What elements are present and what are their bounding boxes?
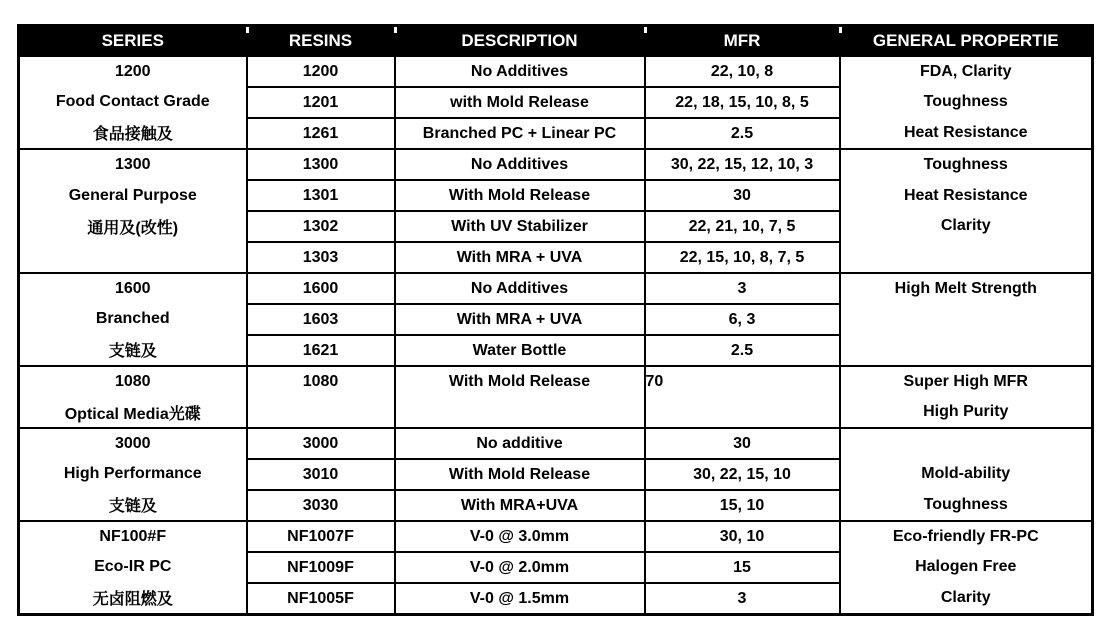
resin-cell: 1301 bbox=[247, 180, 395, 211]
description-cell: with Mold Release bbox=[395, 87, 645, 118]
mfr-cell bbox=[645, 366, 840, 428]
col-header-series: SERIES bbox=[19, 26, 247, 57]
resin-cell: 1302 bbox=[247, 211, 395, 242]
mfr-cell: 2.5 bbox=[645, 335, 840, 366]
mfr-cell: 30 bbox=[645, 428, 840, 459]
resin-cell: 1600 bbox=[247, 273, 395, 304]
resin-cell: 1303 bbox=[247, 242, 395, 273]
description-cell: With MRA + UVA bbox=[395, 304, 645, 335]
series-cell-line: 3000 bbox=[114, 435, 151, 453]
mfr-cell: 22, 21, 10, 7, 5 bbox=[645, 211, 840, 242]
description-cell: V-0 @ 1.5mm bbox=[395, 583, 645, 615]
header-divider-notch bbox=[839, 27, 842, 33]
properties-cell-line: Eco-friendly FR-PC bbox=[892, 528, 1039, 546]
resin-cell: NF1005F bbox=[247, 583, 395, 615]
properties-cell-line: Clarity bbox=[940, 588, 991, 606]
header-divider-notch bbox=[246, 27, 249, 33]
series-cell-line: 支链及 bbox=[108, 498, 157, 516]
series-cell-line: 1080 bbox=[114, 373, 151, 390]
mfr-cell: 30, 10 bbox=[645, 521, 840, 552]
col-header-description: DESCRIPTION bbox=[395, 26, 645, 57]
mfr-cell-text: 70 bbox=[645, 373, 664, 390]
mfr-cell: 3 bbox=[645, 583, 840, 615]
properties-cell-line: Toughness bbox=[923, 93, 1008, 111]
properties-cell-line: FDA, Clarity bbox=[919, 63, 1012, 81]
table-row bbox=[19, 273, 1093, 304]
resin-cell: 3010 bbox=[247, 459, 395, 490]
properties-cell-line bbox=[841, 429, 1092, 459]
properties-cell-line: Toughness bbox=[923, 156, 1008, 174]
series-cell-line: 无卤阻燃及 bbox=[92, 591, 173, 609]
resin-cell: 3030 bbox=[247, 490, 395, 521]
col-header-general-properties: GENERAL PROPERTIE bbox=[840, 26, 1093, 57]
table-row bbox=[19, 56, 1093, 87]
mfr-cell: 30, 22, 15, 10 bbox=[645, 459, 840, 490]
resin-cell: NF1007F bbox=[247, 521, 395, 552]
table-row bbox=[19, 366, 1093, 428]
empty-filler bbox=[646, 397, 839, 427]
table-row bbox=[19, 149, 1093, 180]
series-cell-line: Optical Media光碟 bbox=[64, 405, 201, 423]
resin-cell: 1300 bbox=[247, 149, 395, 180]
mfr-cell: 22, 10, 8 bbox=[645, 56, 840, 87]
description-cell: Water Bottle bbox=[395, 335, 645, 366]
series-cell bbox=[19, 428, 247, 521]
mfr-cell: 22, 15, 10, 8, 7, 5 bbox=[645, 242, 840, 273]
resin-cell: 1261 bbox=[247, 118, 395, 149]
properties-cell bbox=[840, 149, 1093, 273]
series-cell-line: Eco-IR PC bbox=[94, 558, 172, 576]
series-cell-line: 1300 bbox=[114, 156, 151, 174]
properties-cell-line: Halogen Free bbox=[915, 558, 1017, 576]
table-row bbox=[19, 521, 1093, 552]
properties-cell-line: Heat Resistance bbox=[903, 123, 1028, 141]
table-body bbox=[19, 56, 1093, 615]
header-row bbox=[19, 26, 1093, 57]
header-divider-notch bbox=[644, 27, 647, 33]
resin-cell: NF1009F bbox=[247, 552, 395, 583]
properties-cell bbox=[840, 366, 1093, 428]
mfr-cell: 30, 22, 15, 12, 10, 3 bbox=[645, 149, 840, 180]
properties-cell-line: High Purity bbox=[923, 403, 1009, 420]
properties-cell-line bbox=[841, 242, 1092, 273]
series-cell-line: Branched bbox=[95, 310, 170, 328]
mfr-cell: 15, 10 bbox=[645, 490, 840, 521]
resin-cell-text: 1080 bbox=[302, 373, 339, 390]
mfr-cell: 22, 18, 15, 10, 8, 5 bbox=[645, 87, 840, 118]
mfr-cell: 30 bbox=[645, 180, 840, 211]
series-cell-line: NF100#F bbox=[99, 528, 167, 546]
description-cell: V-0 @ 2.0mm bbox=[395, 552, 645, 583]
properties-cell-line: Mold-ability bbox=[921, 465, 1011, 483]
properties-cell-line: Heat Resistance bbox=[903, 186, 1028, 204]
empty-filler bbox=[248, 397, 394, 427]
series-cell bbox=[19, 521, 247, 615]
description-cell-text: With Mold Release bbox=[448, 373, 591, 390]
properties-cell-line bbox=[841, 335, 1092, 365]
series-cell-line: 1600 bbox=[114, 280, 151, 298]
description-cell: No Additives bbox=[395, 273, 645, 304]
series-cell-line: 1200 bbox=[114, 63, 151, 81]
series-cell bbox=[19, 149, 247, 273]
properties-cell-line bbox=[841, 304, 1092, 334]
series-cell-line: 食品接触及 bbox=[92, 126, 173, 144]
resin-spec-table bbox=[17, 24, 1094, 616]
series-cell bbox=[19, 273, 247, 366]
description-cell bbox=[395, 366, 645, 428]
resin-cell: 3000 bbox=[247, 428, 395, 459]
table-row bbox=[19, 428, 1093, 459]
description-cell: With Mold Release bbox=[395, 459, 645, 490]
series-cell-line: Food Contact Grade bbox=[55, 93, 210, 111]
properties-cell-line: Clarity bbox=[940, 217, 991, 235]
properties-cell bbox=[840, 521, 1093, 615]
series-cell-line: 通用及(改性) bbox=[87, 219, 179, 237]
series-cell-line: 支链及 bbox=[108, 343, 157, 361]
series-cell bbox=[19, 56, 247, 149]
col-header-mfr: MFR bbox=[645, 26, 840, 57]
description-cell: No additive bbox=[395, 428, 645, 459]
description-cell: With MRA+UVA bbox=[395, 490, 645, 521]
resin-cell: 1201 bbox=[247, 87, 395, 118]
description-cell: With MRA + UVA bbox=[395, 242, 645, 273]
description-cell: Branched PC + Linear PC bbox=[395, 118, 645, 149]
mfr-cell: 3 bbox=[645, 273, 840, 304]
resin-cell: 1603 bbox=[247, 304, 395, 335]
header-divider-notch bbox=[394, 27, 397, 33]
series-cell-line: High Performance bbox=[63, 465, 202, 483]
properties-cell-line: Toughness bbox=[923, 495, 1008, 513]
description-cell: V-0 @ 3.0mm bbox=[395, 521, 645, 552]
series-cell-line: General Purpose bbox=[68, 186, 197, 204]
col-header-resins: RESINS bbox=[247, 26, 395, 57]
properties-cell-line: High Melt Strength bbox=[894, 280, 1037, 298]
properties-cell bbox=[840, 273, 1093, 366]
series-cell-line bbox=[20, 242, 246, 273]
description-cell: No Additives bbox=[395, 56, 645, 87]
properties-cell bbox=[840, 56, 1093, 149]
mfr-cell: 15 bbox=[645, 552, 840, 583]
description-cell: With Mold Release bbox=[395, 180, 645, 211]
resin-cell: 1200 bbox=[247, 56, 395, 87]
empty-filler bbox=[396, 397, 644, 427]
table-header bbox=[19, 26, 1093, 57]
resin-cell bbox=[247, 366, 395, 428]
mfr-cell: 6, 3 bbox=[645, 304, 840, 335]
mfr-cell: 2.5 bbox=[645, 118, 840, 149]
properties-cell-line: Super High MFR bbox=[903, 373, 1028, 390]
properties-cell bbox=[840, 428, 1093, 521]
description-cell: With UV Stabilizer bbox=[395, 211, 645, 242]
description-cell: No Additives bbox=[395, 149, 645, 180]
series-cell bbox=[19, 366, 247, 428]
resin-cell: 1621 bbox=[247, 335, 395, 366]
